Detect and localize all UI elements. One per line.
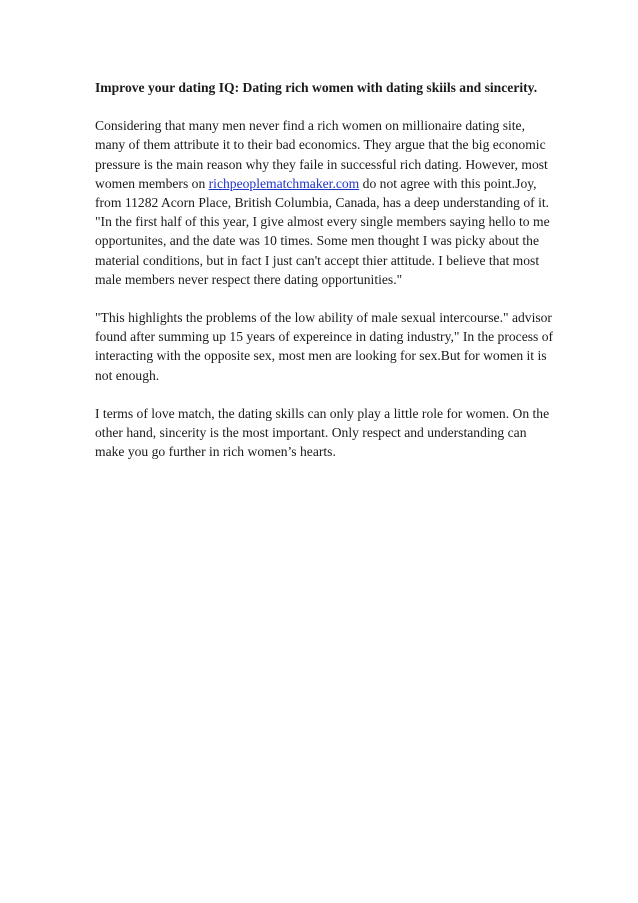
document-title: Improve your dating IQ: Dating rich women with dating skiils and sincerity. — [95, 80, 538, 95]
paragraph-1 — [95, 116, 555, 289]
paragraph-1-text-after-link: do not agree with this point.Joy, from 11282 Acorn Place, British Columbia, Canada, has a deep understanding of it. "In the first half of this year, I give almost every single members saying hello to me opportunites, and the date was 10 times. Some men thought I was picky about the material conditions, but in fact I just can't accept thier attitude. I believe that most male members never respect there dating opportunities." — [95, 175, 550, 287]
paragraph-2: "This highlights the problems of the low ability of male sexual intercourse." advisor found after summing up 15 years of expereince in dating industry," In the process of interacting with the opposite sex, most men are looking for sex.But for women it is not enough. — [95, 310, 554, 383]
richpeoplematchmaker-link[interactable]: richpeoplematchmaker.com — [208, 175, 360, 191]
paragraph-3: I terms of love match, the dating skills can only play a little role for women. On the other hand, sincerity is the most important. Only respect and understanding can make you go further in rich women’s hearts. — [95, 405, 550, 460]
paragraph-1-text-before-link: Considering that many men never find a rich women on millionaire dating site, many of them attribute it to their bad economics. They argue that the big economic pressure is the main reason why they faile in successful rich dating. However, most women members on — [95, 118, 548, 191]
document-body — [95, 78, 555, 480]
